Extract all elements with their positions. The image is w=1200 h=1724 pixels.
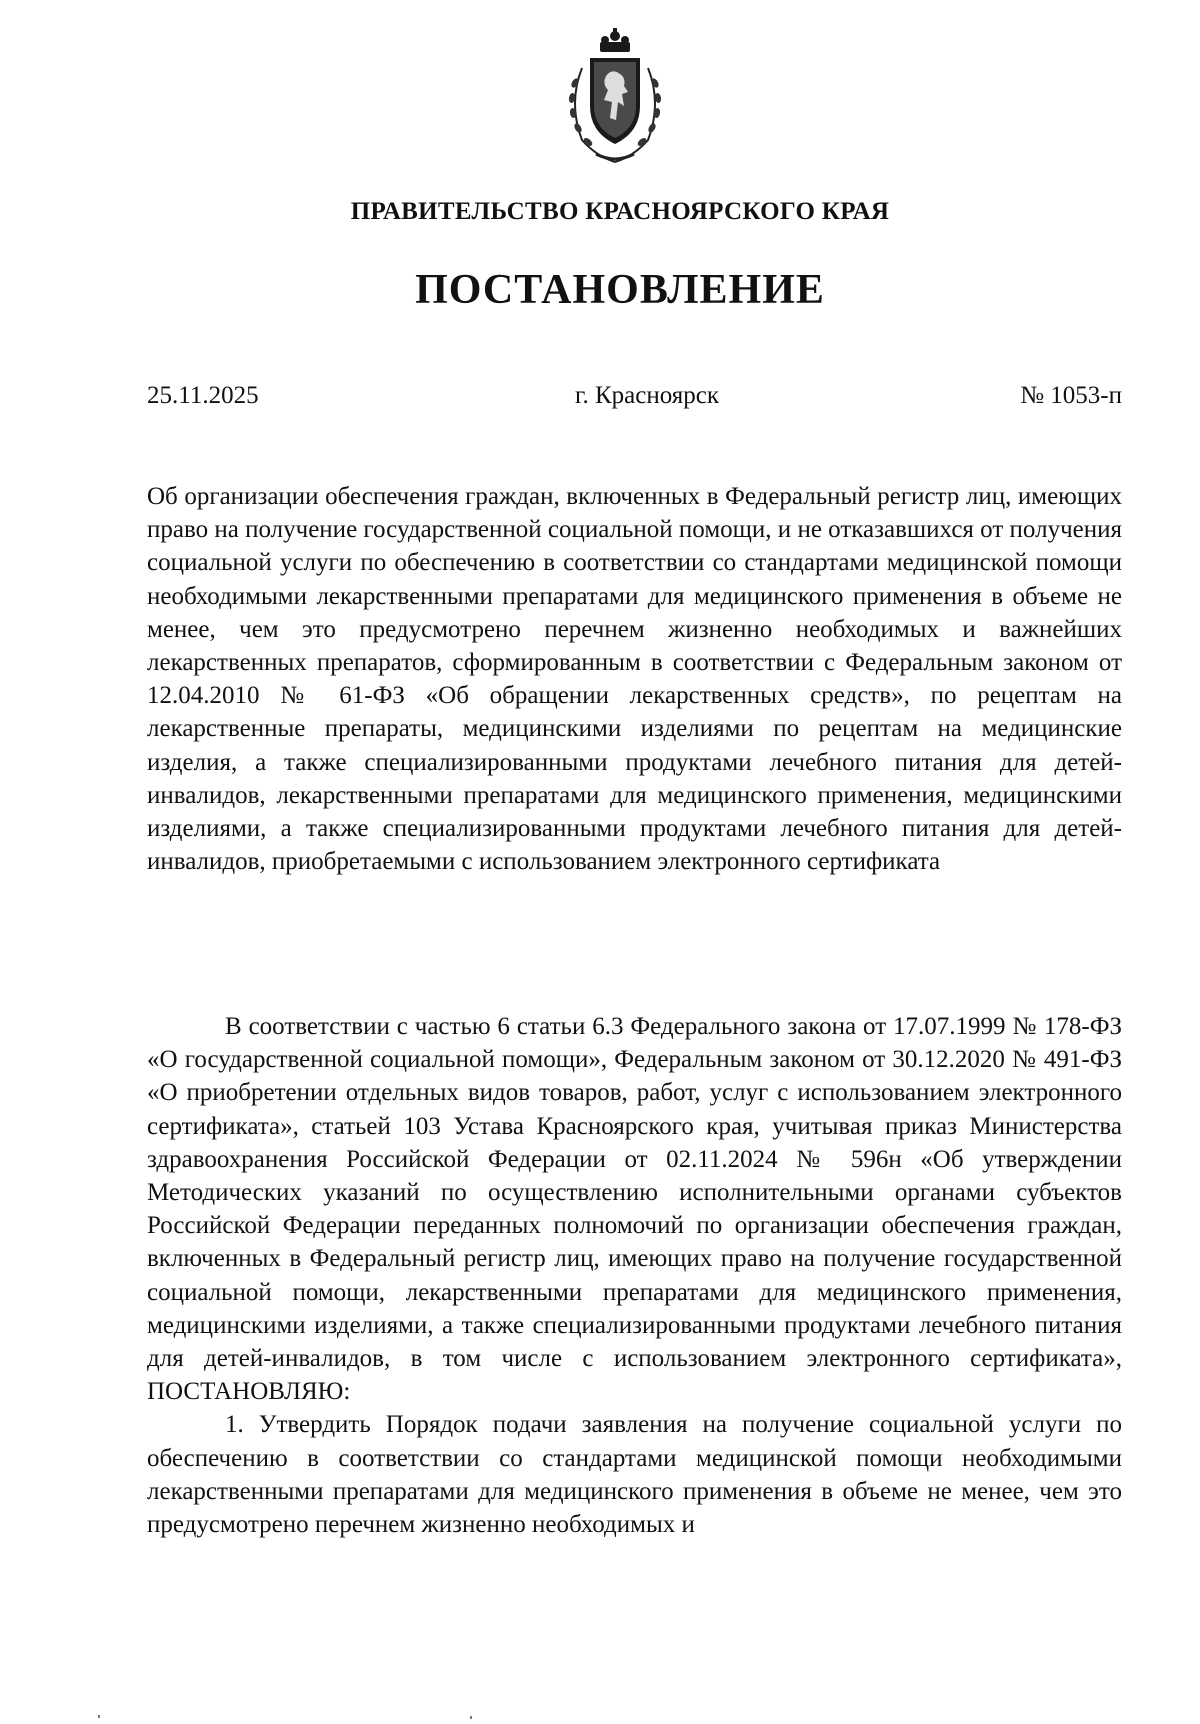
document-number: № 1053-п — [1020, 382, 1122, 409]
organization-name: ПРАВИТЕЛЬСТВО КРАСНОЯРСКОГО КРАЯ — [350, 198, 890, 225]
item-1-paragraph: 1. Утвердить Порядок подачи заявления на получение социальной услуги по обеспечению в соответствии со стандартами медицинской помощи необходимыми лекарственными препаратами для медицинского применения в объеме не менее, чем это предусмотрено перечнем жизненно необходимых и — [147, 1411, 1122, 1539]
document-body — [147, 1010, 1122, 1541]
document-date: 25.11.2025 — [147, 382, 259, 409]
document-meta-row — [147, 382, 1122, 422]
scan-speck — [98, 1715, 100, 1718]
document-type: ПОСТАНОВЛЕНИЕ — [415, 267, 825, 313]
preamble-paragraph: В соответствии с частью 6 статьи 6.3 Федерального закона от 17.07.1999 № 178-ФЗ «О государственной социальной помощи», Федеральным законом от 30.12.2020 № 491-ФЗ «О приобретении отдельных видов товаров, работ, услуг с использованием электронного сертификата», статьей 103 Устава Красноярского края, учитывая приказ Министерства здравоохранения Российской Федерации от 02.11.2024 № 596н «Об утверждении Методических указаний по осуществлению исполнительными органами субъектов Российской Федерации переданных полномочий по организации обеспечения граждан, включенных в Федеральный регистр лиц, имеющих право на получение государственной социальной помощи, лекарственными препаратами для медицинского применения, медицинскими изделиями, а также специализированными продуктами лечебного питания для детей-инвалидов, в том числе с использованием электронного сертификата», ПОСТАНОВЛЯЮ: — [147, 1013, 1122, 1406]
scan-speck — [470, 1716, 472, 1719]
document-city: г. Красноярск — [575, 382, 719, 409]
coat-of-arms-emblem — [560, 28, 670, 168]
document-title: Об организации обеспечения граждан, включенных в Федеральный регистр лиц, имеющих право на получение государственной социальной помощи, и не отказавшихся от получения социальной услуги по обеспечению в соответствии со стандартами медицинской помощи необходимыми лекарственными препаратами для медицинского применения в объеме не менее, чем это предусмотрено перечнем жизненно необходимых и важнейших лекарственных препаратов, сформированным в соответствии с Федеральным законом от 12.04.2010 № 61-ФЗ «Об обращении лекарственных средств», по рецептам на лекарственные препараты, медицинскими изделиями по рецептам на медицинские изделия, а также специализированными продуктами лечебного питания для детей-инвалидов, лекарственными препаратами для медицинского применения, медицинскими изделиями, а также специализированными продуктами лечебного питания для детей-инвалидов, приобретаемыми с использованием электронного сертификата — [147, 483, 1122, 876]
